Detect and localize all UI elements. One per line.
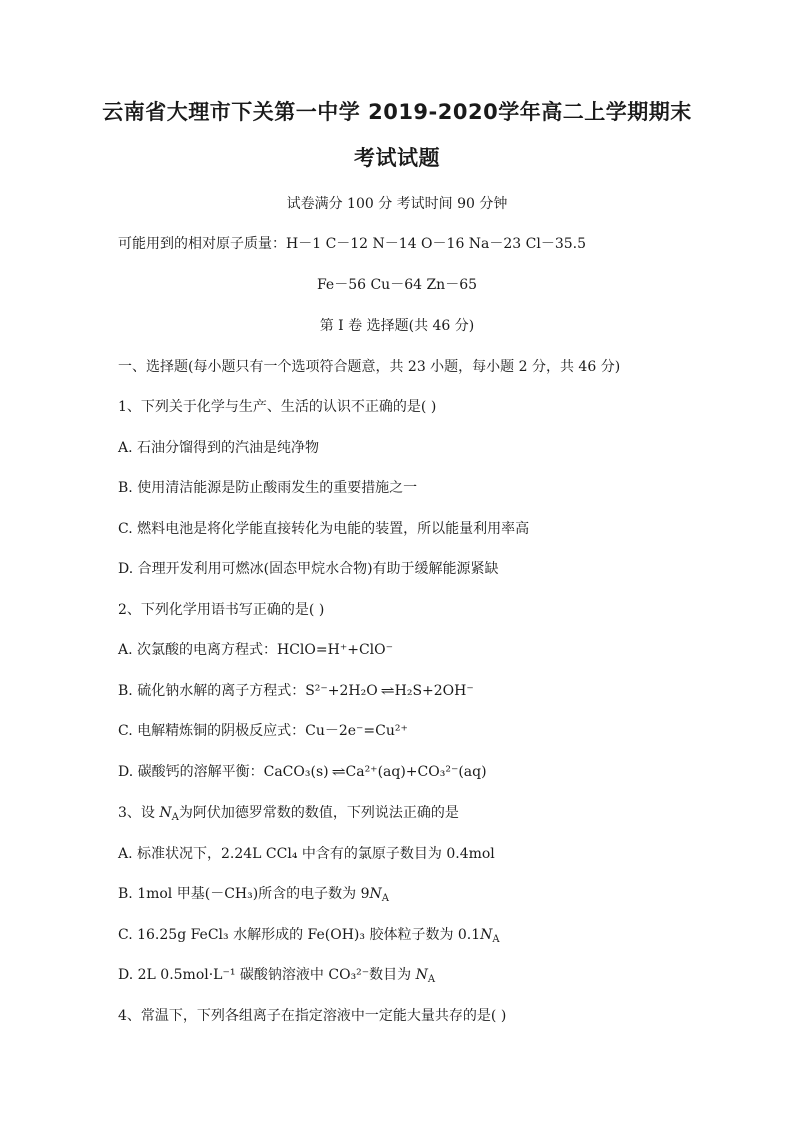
q3-stem-prefix: 3、设 xyxy=(118,805,160,821)
exam-info: 试卷满分 100 分 考试时间 90 分钟 xyxy=(286,196,508,212)
exam-title-line1: 云南省大理市下关第一中学 2019-2020学年高二上学期期末 xyxy=(102,100,692,124)
q3-option-d-text: D. 2L 0.5mol·L⁻¹ 碳酸钠溶液中 CO₃²⁻数目为 xyxy=(118,967,416,983)
avogadro-subscript: A xyxy=(171,812,179,823)
q2-option-a: A. 次氯酸的电离方程式：HClO=H⁺+ClO⁻ xyxy=(118,642,394,658)
equilibrium-arrow-icon: ⇌ xyxy=(331,765,343,780)
atomic-mass-line1: 可能用到的相对原子质量：H－1 C－12 N－14 O－16 Na－23 Cl－35.5 xyxy=(118,236,587,252)
q2-option-c: C. 电解精炼铜的阴极反应式：Cu－2e⁻=Cu²⁺ xyxy=(118,723,408,739)
q3-option-d xyxy=(118,964,435,985)
q3-option-c-text: C. 16.25g FeCl₃ 水解形成的 Fe(OH)₃ 胶体粒子数为 0.1 xyxy=(118,927,481,943)
avogadro-symbol: N xyxy=(369,886,382,902)
q2-option-b-left: B. 硫化钠水解的离子方程式：S²⁻+2H₂O xyxy=(118,683,378,699)
avogadro-symbol: N xyxy=(159,805,172,821)
q2-stem: 2、下列化学用语书写正确的是( ) xyxy=(118,602,325,618)
q4-stem: 4、常温下，下列各组离子在指定溶液中一定能大量共存的是( ) xyxy=(118,1008,507,1024)
q3-option-c xyxy=(118,924,500,945)
avogadro-subscript: A xyxy=(381,893,390,904)
q2-option-d xyxy=(118,761,487,781)
q2-option-d-left: D. 碳酸钙的溶解平衡：CaCO₃(s) xyxy=(118,764,329,780)
equilibrium-arrow-icon: ⇌ xyxy=(380,684,392,699)
avogadro-symbol: N xyxy=(480,927,493,943)
avogadro-symbol: N xyxy=(415,967,428,983)
q1-option-b: B. 使用清洁能源是防止酸雨发生的重要措施之一 xyxy=(118,480,418,496)
atomic-mass-line2: Fe－56 Cu－64 Zn－65 xyxy=(316,277,478,293)
q3-option-b xyxy=(118,883,389,904)
q1-option-c: C. 燃料电池是将化学能直接转化为电能的装置，所以能量利用率高 xyxy=(118,521,530,537)
q3-option-b-text: B. 1mol 甲基(－CH₃)所含的电子数为 9 xyxy=(118,886,370,902)
q3-stem xyxy=(118,802,459,823)
q2-option-b-right: H₂S+2OH⁻ xyxy=(394,683,474,699)
avogadro-subscript: A xyxy=(427,974,436,985)
q2-option-b xyxy=(118,680,474,700)
q1-option-a: A. 石油分馏得到的汽油是纯净物 xyxy=(118,440,320,456)
exam-title-line2: 考试试题 xyxy=(354,146,440,170)
q2-option-d-right: Ca²⁺(aq)+CO₃²⁻(aq) xyxy=(345,764,487,780)
q1-stem: 1、下列关于化学与生产、生活的认识不正确的是( ) xyxy=(118,399,437,415)
q3-option-a: A. 标准状况下，2.24L CCl₄ 中含有的氯原子数目为 0.4mol xyxy=(118,846,495,862)
avogadro-subscript: A xyxy=(492,934,500,945)
part-title: 第 Ⅰ 卷 选择题(共 46 分) xyxy=(319,318,475,334)
q3-stem-text: 为阿伏加德罗常数的数值，下列说法正确的是 xyxy=(178,805,459,821)
q1-option-d: D. 合理开发利用可燃冰(固态甲烷水合物)有助于缓解能源紧缺 xyxy=(118,561,499,577)
section-header: 一、选择题(每小题只有一个选项符合题意，共 23 小题，每小题 2 分，共 46 分) xyxy=(118,359,621,375)
